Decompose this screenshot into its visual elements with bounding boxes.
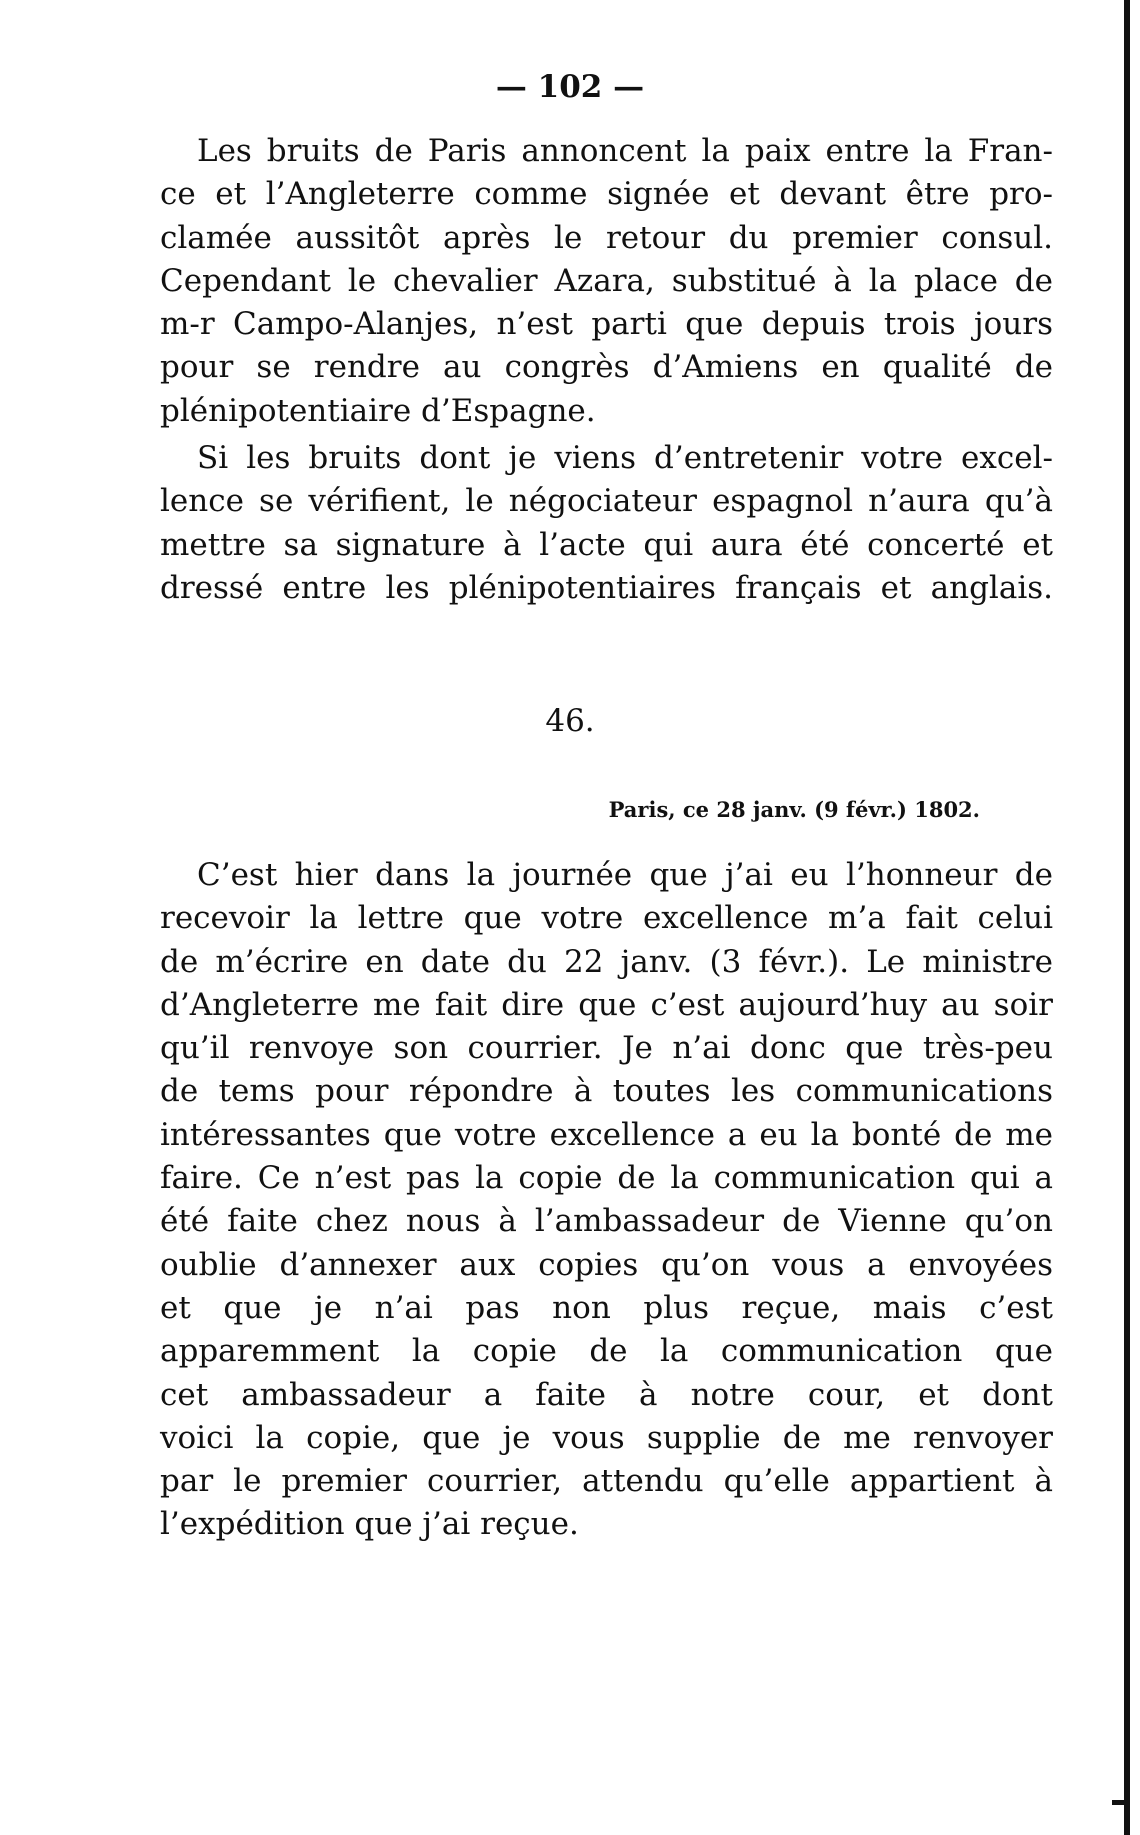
text-line: recevoir la lettre que votre excellence m’a fait celui	[160, 900, 1053, 937]
text-line: lence se vérifient, le négociateur espagnol n’aura qu’à	[160, 483, 1053, 520]
text-line: l’expédition que j’ai reçue.	[160, 1506, 579, 1543]
text-line: cet ambassadeur a faite à notre cour, et dont	[160, 1376, 1053, 1413]
text-line: Si les bruits dont je viens d’entretenir votre excel-	[197, 440, 1053, 476]
text-line: Cependant le chevalier Azara, substitué à la place de	[160, 262, 1053, 299]
text-line: et que je n’ai pas non plus reçue, mais c’est	[160, 1289, 1053, 1326]
text-line: de tems pour répondre à toutes les communications	[160, 1073, 1053, 1110]
text-line: C’est hier dans la journée que j’ai eu l’honneur de	[197, 857, 1053, 893]
letter-dateline: Paris, ce 28 janv. (9 févr.) 1802.	[608, 797, 980, 822]
text-line: oublie d’annexer aux copies qu’on vous a envoyées	[160, 1246, 1053, 1283]
text-line: Les bruits de Paris annoncent la paix entre la Fran-	[197, 133, 1053, 169]
text-line: mettre sa signature à l’acte qui aura été concerté et	[160, 526, 1053, 563]
text-line: ce et l’Angleterre comme signée et devant être pro-	[160, 176, 1053, 213]
text-line: été faite chez nous à l’ambassadeur de Vienne qu’on	[160, 1203, 1053, 1240]
text-line: dressé entre les plénipotentiaires français et anglais.	[160, 569, 1053, 606]
letter-number-heading: 46.	[545, 703, 595, 739]
text-line: faire. Ce n’est pas la copie de la communication qui a	[160, 1160, 1053, 1197]
text-line: par le premier courrier, attendu qu’elle appartient à	[160, 1463, 1053, 1500]
text-line: voici la copie, que je vous supplie de me renvoyer	[160, 1419, 1053, 1456]
text-line: apparemment la copie de la communication que	[160, 1333, 1053, 1370]
text-line: intéressantes que votre excellence a eu la bonté de me	[160, 1116, 1053, 1153]
text-line: m-r Campo-Alanjes, n’est parti que depuis trois jours	[160, 306, 1053, 343]
text-line: d’Angleterre me fait dire que c’est aujourd’huy au soir	[160, 986, 1053, 1023]
page-edge-border	[1124, 0, 1130, 1835]
text-line: de m’écrire en date du 22 janv. (3 févr.). Le ministre	[160, 943, 1053, 980]
text-line: clamée aussitôt après le retour du premier consul.	[160, 219, 1053, 256]
text-line: plénipotentiaire d’Espagne.	[160, 392, 596, 429]
page-number: — 102 —	[495, 69, 645, 105]
paragraph-3	[160, 854, 1053, 1547]
paragraph-1	[160, 130, 1053, 433]
text-line: pour se rendre au congrès d’Amiens en qualité de	[160, 349, 1053, 386]
page-edge-mark	[1112, 1800, 1124, 1805]
paragraph-2	[160, 437, 1053, 610]
text-line: qu’il renvoye son courrier. Je n’ai donc que très-peu	[160, 1030, 1053, 1067]
